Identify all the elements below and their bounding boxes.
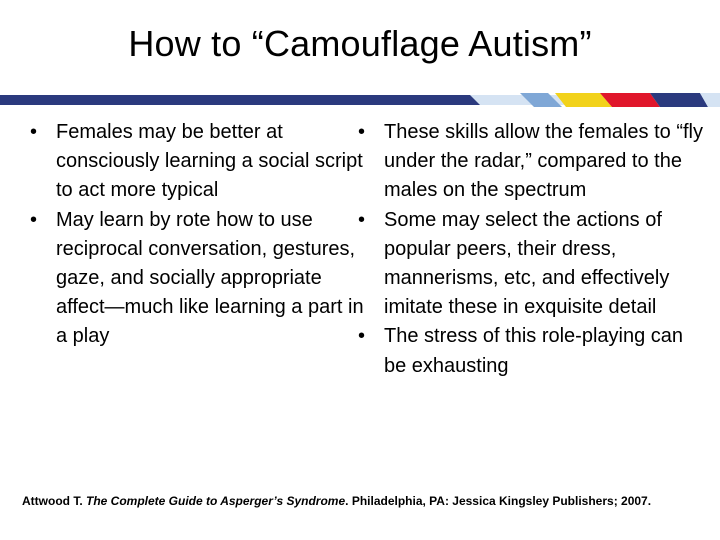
slide-title: How to “Camouflage Autism” [128, 23, 592, 64]
bullet-text: These skills allow the females to “fly under the radar,” compared to the males on the spectrum [384, 121, 704, 202]
citation-publisher: . Philadelphia, PA: Jessica Kingsley Publishers; 2007. [345, 494, 652, 508]
bullet-text: Some may select the actions of popular peers, their dress, mannerisms, etc, and effectively imitate these in exquisite detail [384, 208, 670, 319]
list-item [358, 322, 703, 380]
citation-author: Attwood T. [22, 494, 86, 508]
bullet-text: The stress of this role-playing can be exhausting [384, 325, 684, 377]
bullet-text: Females may be better at consciously learning a social script to act more typical [56, 121, 363, 202]
citation-book-title: The Complete Guide to Asperger’s Syndrome [85, 494, 346, 508]
list-item [30, 206, 366, 352]
list-item [358, 206, 703, 323]
bullet-marker: • [358, 325, 366, 348]
decorative-header-band [0, 93, 720, 107]
bullet-marker: • [358, 208, 366, 231]
left-bullet-list [30, 118, 366, 352]
list-item [30, 118, 366, 206]
bullet-marker: • [30, 208, 38, 231]
right-bullet-list [358, 118, 703, 381]
bullet-text: May learn by rote how to use reciprocal conversation, gestures, gaze, and socially appropriate affect—much like learning a part in a play [56, 208, 364, 348]
citation [22, 493, 702, 510]
left-column [30, 118, 366, 352]
bullet-marker: • [358, 121, 366, 143]
list-item [358, 118, 703, 206]
bullet-marker: • [30, 121, 38, 143]
band-navy-stripe [650, 93, 708, 107]
right-column [358, 118, 703, 381]
